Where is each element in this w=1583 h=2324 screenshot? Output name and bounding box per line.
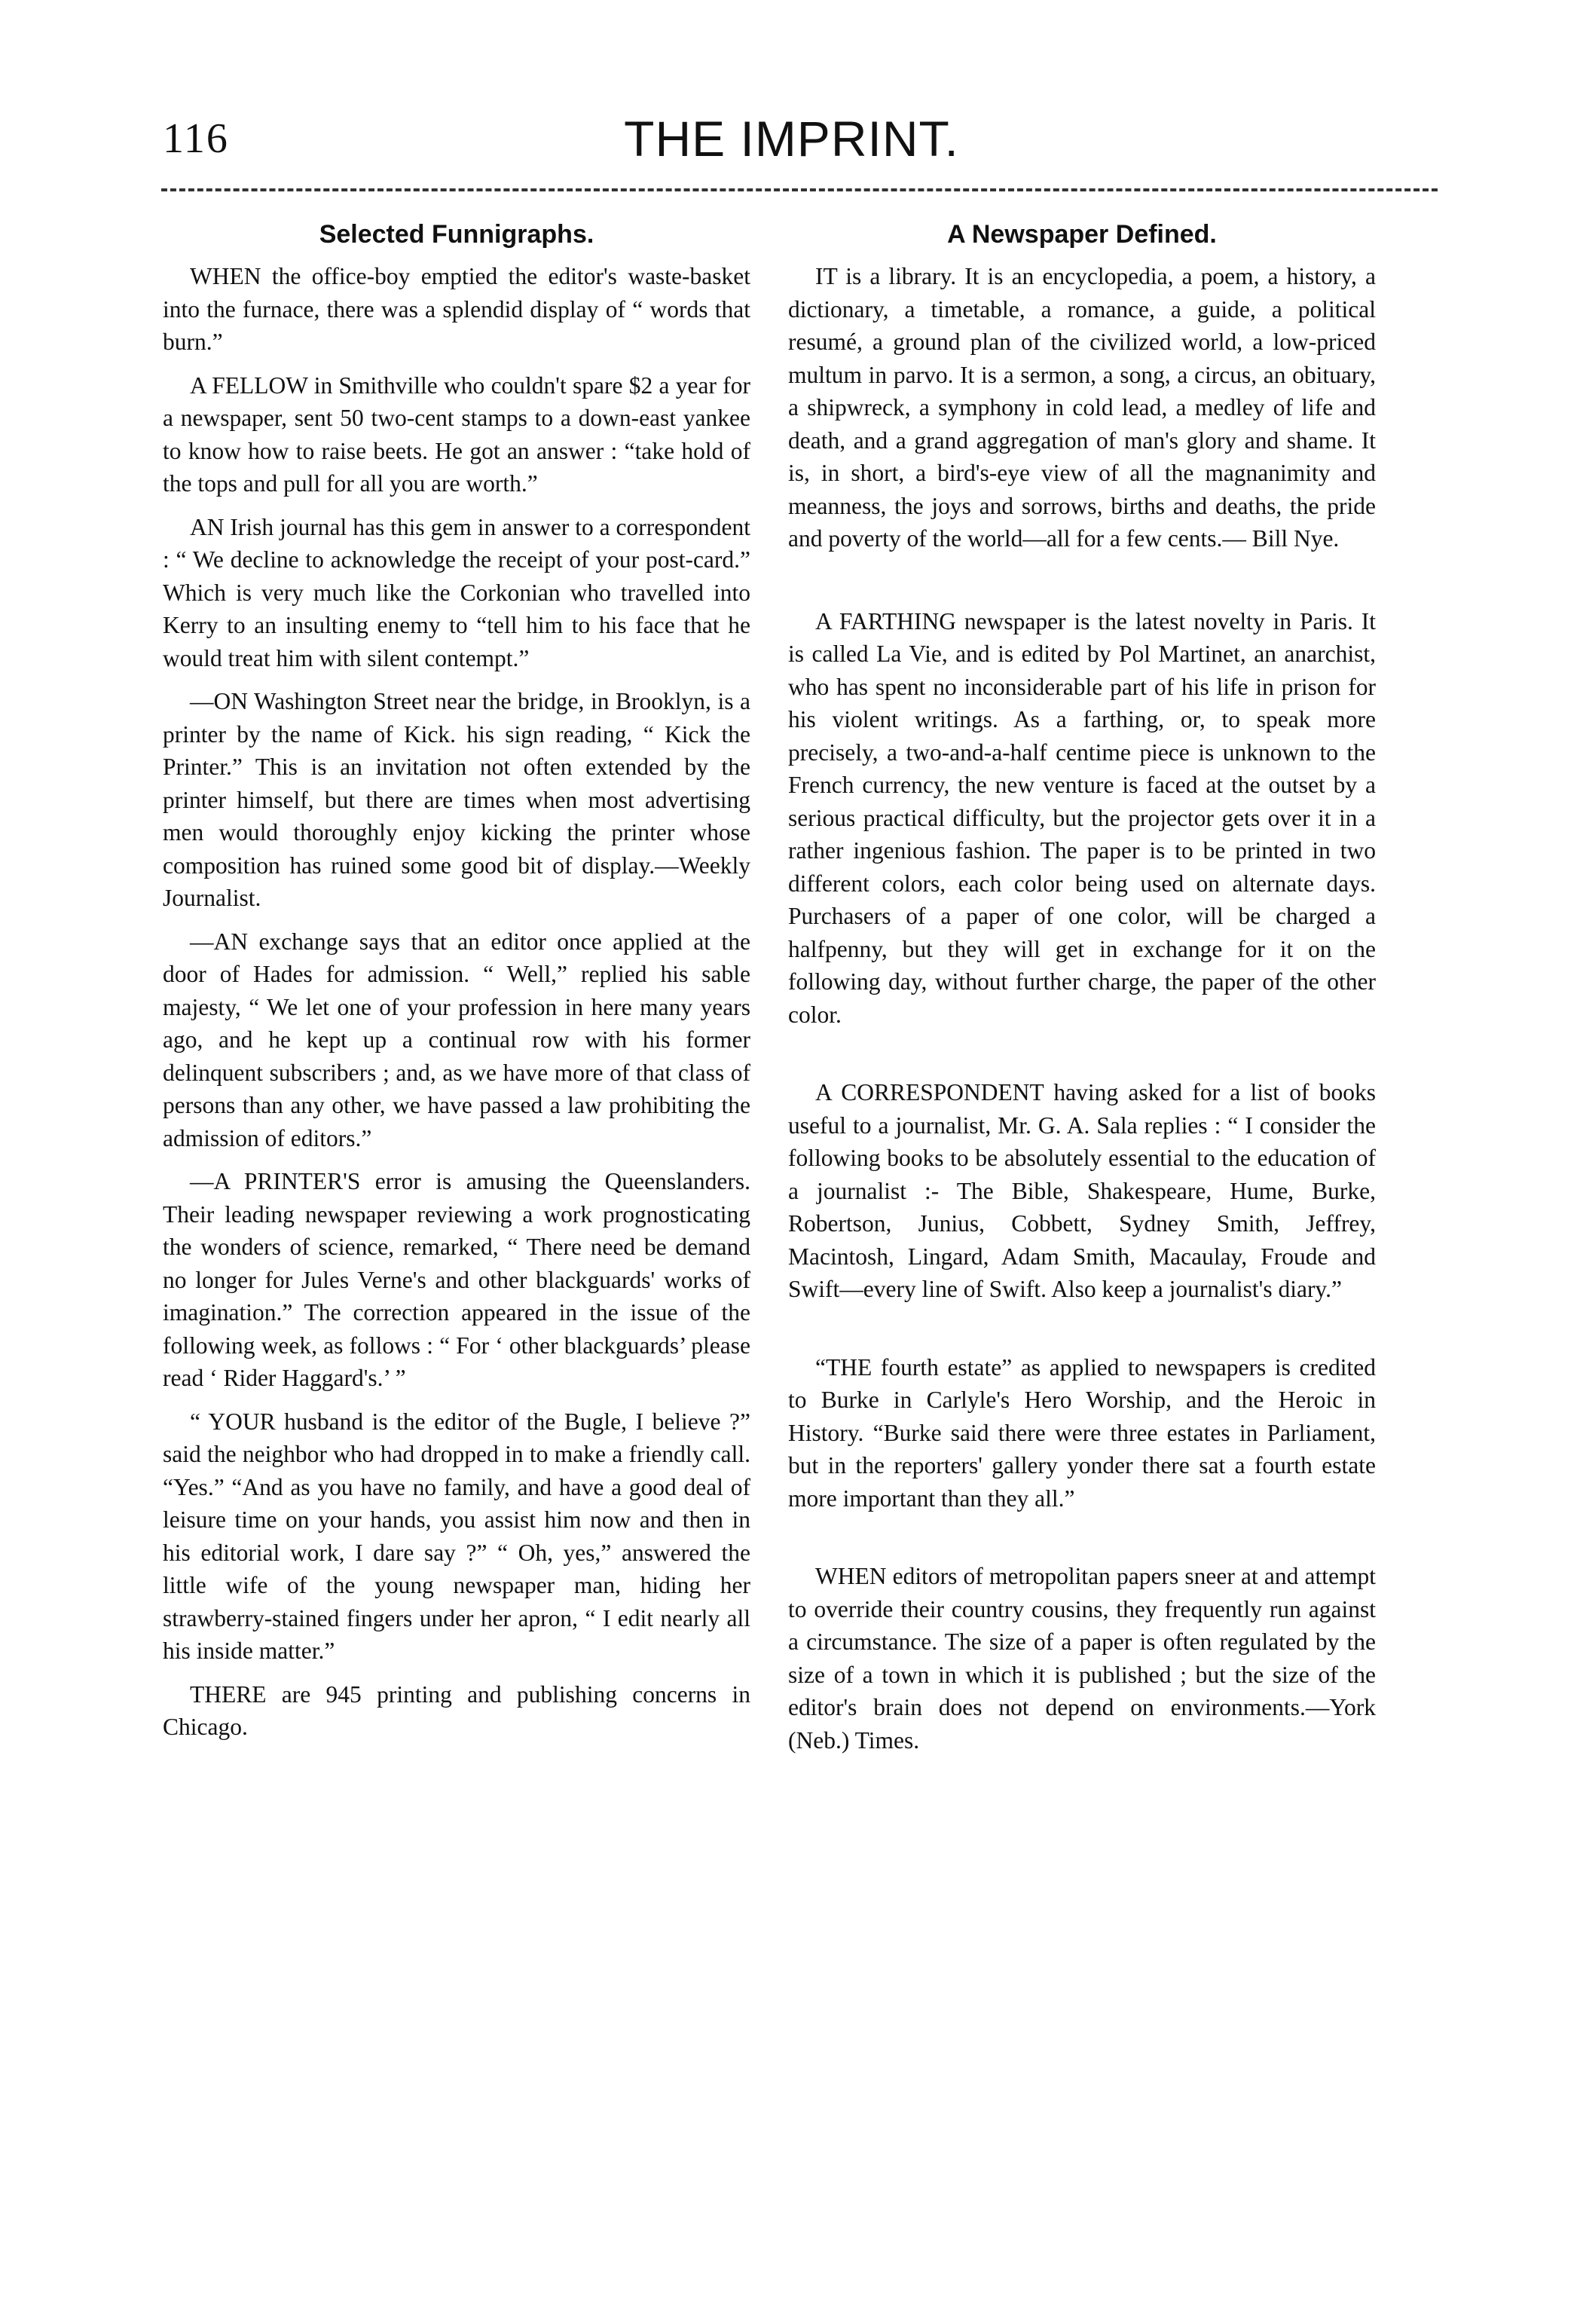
paragraph: —AN exchange says that an editor once applied at the door of Hades for admission. “ Well,” replied his sable majesty, “ We let one of your profession in here many years ago, and he kept up a continual row with his former delinquent subscribers ; and, as we have more of that class of persons than any other, we have passed a law prohibiting the admission of editors.” [163,928,750,1151]
section-title-funnigraphs: Selected Funnigraphs. [319,220,594,249]
paragraph: WHEN the office-boy emptied the editor's waste-basket into the furnace, there was a splendid display of “ words that burn.” [163,263,750,355]
paragraph: AN Irish journal has this gem in answer to a correspondent : “ We decline to acknowledge the receipt of your post-card.” Which is very much like the Corkonian who travelled into Kerry to an insulting enemy to “tell him to his face that he would treat him with silent contempt.” [163,513,750,671]
left-column [163,220,750,1754]
paragraph: A FARTHING newspaper is the latest novelty in Paris. It is called La Vie, and is edited by Pol Martinet, an anarchist, who has spent no inconsiderable part of his life in prison for his violent writings. As a farthing, or, to speak more precisely, a two-and-a-half centime piece is unknown to the French currency, the new venture is faced at the outset by a serious practical difficulty, but the projector gets over it in a rather ingenious fashion. The paper is to be printed in two different colors, each color being used on alternate days. Purchasers of a paper of one color, will be charged a halfpenny, but they will get in exchange for it on the following day, without further charge, the paper of the other color. [788,607,1376,1028]
paragraph: —A PRINTER'S error is amusing the Queenslanders. Their leading newspaper reviewing a work prognosticating the wonders of science, remarked, “ There need be demand no longer for Jules Verne's and other blackguards' works of imagination.” The correction appeared in the issue of the following week, as follows : “ For ‘ other blackguards’ please read ‘ Rider Haggard's.’ ” [163,1168,750,1391]
section-title-newspaper-defined: A Newspaper Defined. [947,220,1217,249]
paragraph: IT is a library. It is an encyclopedia, a poem, a history, a dictionary, a timetable, a romance, a guide, a political resumé, a ground plan of the civilized world, a low-priced multum in parvo. It is a sermon, a song, a circus, an obituary, a shipwreck, a symphony in cold lead, a medley of life and death, and a grand aggregation of man's glory and shame. It is, in short, a bird's-eye view of all the magnanimity and meanness, the joys and sorrows, births and deaths, the pride and poverty of the world—all for a few cents.— Bill Nye. [788,263,1376,552]
paragraph: —ON Washington Street near the bridge, in Brooklyn, is a printer by the name of Kick. his sign reading, “ Kick the Printer.” This is an invitation not often extended by the printer himself, but there are times when most advertising men would thoroughly enjoy kicking the printer whose composition has ruined some good bit of display.—Weekly Journalist. [163,688,750,911]
page-title: THE IMPRINT. [624,111,959,167]
paragraph: WHEN editors of metropolitan papers sneer at and attempt to override their country cousins, they frequently run against a circumstance. The size of a paper is often regulated by the size of a town in which it is published ; but the size of the editor's brain does not depend on environments.—York (Neb.) Times. [788,1563,1376,1754]
paragraph: THERE are 945 printing and publishing concerns in Chicago. [163,1680,750,1740]
paragraph: A CORRESPONDENT having asked for a list of books useful to a journalist, Mr. G. A. Sala replies : “ I consider the following books to be absolutely essential to the education of a journalist :- The Bible, Shakespeare, Hume, Burke, Robertson, Junius, Cobbett, Sydney Smith, Jeffrey, Macintosh, Lingard, Adam Smith, Macaulay, Froude and Swift—every line of Swift. Also keep a journalist's diary.” [788,1079,1376,1302]
page-number: 116 [163,115,229,162]
paragraph: “THE fourth estate” as applied to newspapers is credited to Burke in Carlyle's Hero Worship, and the Heroic in History. “Burke said there were three estates in Parliament, but in the reporters' gallery yonder there sat a fourth estate more important than they all.” [788,1353,1376,1512]
header-rule [161,188,1438,191]
paragraph: “ YOUR husband is the editor of the Bugle, I believe ?” said the neighbor who had dropped in to make a friendly call. “Yes.” “And as you have no family, and have a good deal of leisure time on your hands, you assist him now and then in his editorial work, I dare say ?” “ Oh, yes,” answered the little wife of the young newspaper man, hiding her strawberry-stained fingers under her apron, “ I edit nearly all his inside matter.” [163,1408,750,1664]
paragraph: A FELLOW in Smithville who couldn't spare $2 a year for a newspaper, sent 50 two-cent stamps to a down-east yankee to know how to raise beets. He got an answer : “take hold of the tops and pull for all you are worth.” [163,372,750,497]
right-column [788,220,1376,1802]
